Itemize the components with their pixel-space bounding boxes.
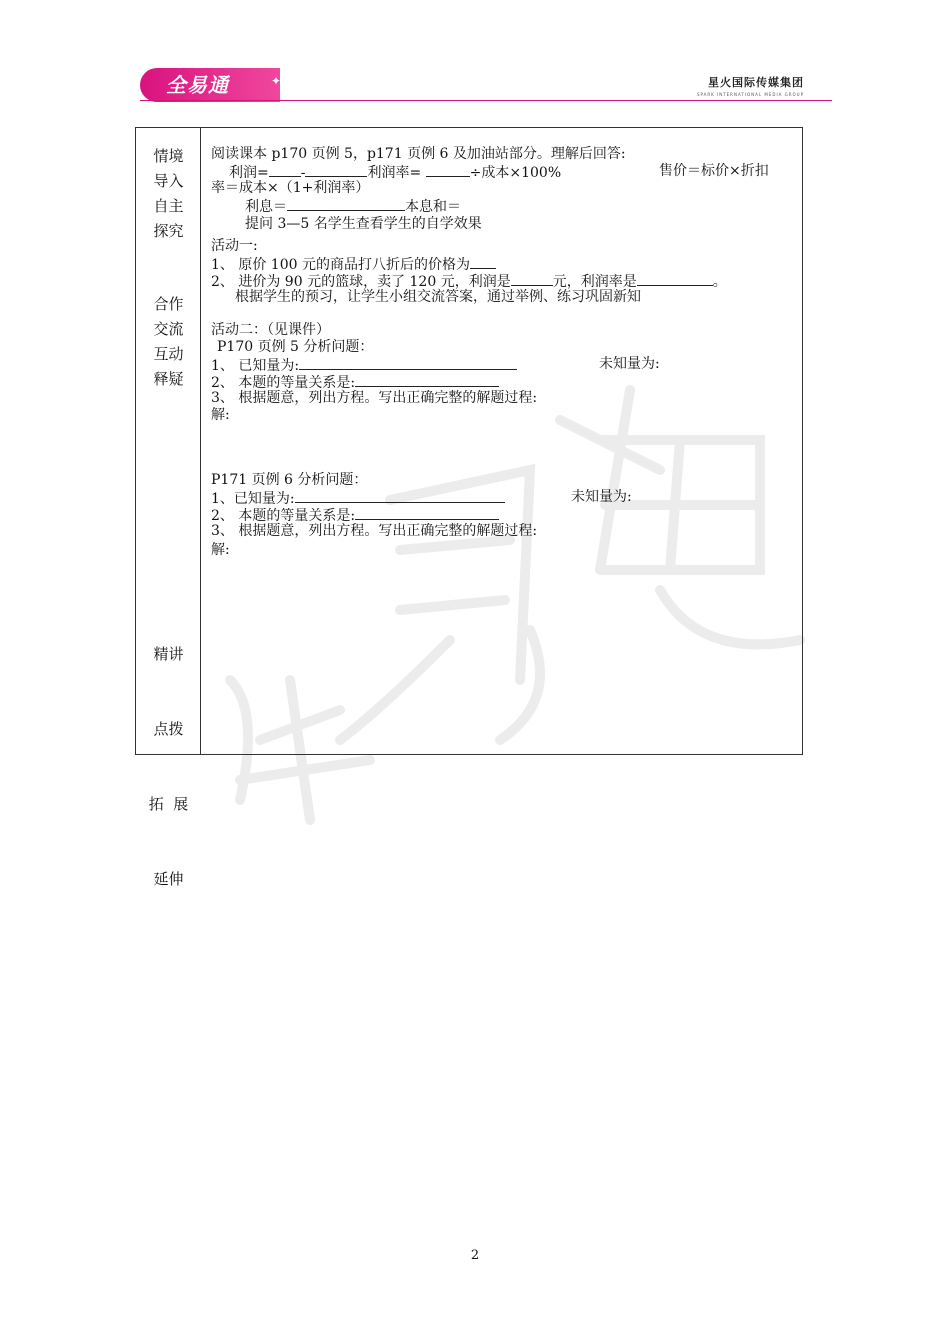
selling-price-formula: 售价＝标价×折扣 [659, 163, 769, 179]
question-text: 2、 本题的等量关系是: [211, 375, 356, 391]
answer-blank[interactable] [637, 272, 713, 286]
stage-column [136, 128, 201, 888]
principal-interest-label: 本息和＝ [405, 199, 461, 215]
publisher-subtitle: SPARK INTERNATIONAL MEDIA GROUP [696, 92, 804, 97]
answer-blank[interactable] [511, 272, 553, 286]
minus-sign: - [300, 165, 306, 181]
answer-blank[interactable] [305, 163, 367, 177]
stage-label: 情境 [153, 147, 184, 165]
answer-blank[interactable] [355, 506, 499, 520]
interest-formula [245, 197, 461, 216]
example6-equation: 3、 根据题意，列出方程。写出正确完整的解题过程: [211, 523, 538, 539]
answer-blank[interactable] [470, 255, 496, 269]
question-text: 1、 原价 100 元的商品打八折后的价格为 [211, 257, 470, 273]
logo-text: 全易通 [166, 73, 229, 97]
profit-rate-label: 利润率= [367, 165, 422, 181]
stage-label: 互动 [153, 345, 184, 363]
selling-price-formula-cont: 率＝成本×（1+利润率） [211, 180, 370, 196]
stage-extension [136, 592, 201, 942]
question-text: 。 [712, 274, 727, 290]
stage-collaboration [136, 292, 201, 392]
lesson-table [135, 127, 803, 888]
page-number: 2 [470, 1248, 480, 1263]
question-text: 2、 本题的等量关系是: [211, 508, 356, 524]
stage-label: 导入 [153, 172, 184, 190]
stage-label: 点拨 [153, 720, 184, 738]
answer-blank[interactable] [269, 163, 301, 177]
question-text: 元，利润率是 [552, 274, 637, 290]
answer-blank[interactable] [295, 489, 505, 503]
profit-label: 利润= [229, 165, 269, 181]
stage-label: 合作 [153, 295, 184, 313]
answer-blank[interactable] [299, 356, 517, 370]
publisher-name: 星火国际传媒集团 [708, 76, 804, 89]
reading-instruction: 阅读课本 p170 页例 5，p171 页例 6 及加油站部分。理解后回答: [211, 146, 626, 162]
stage-label: 释疑 [153, 370, 184, 388]
header-divider [140, 100, 832, 101]
stage-label: 自主 [153, 197, 184, 215]
stage-label: 探究 [153, 222, 184, 240]
answer-blank[interactable] [426, 163, 470, 177]
stage-intro [136, 144, 201, 244]
profit-rate-formula: ÷成本×100% [469, 165, 562, 181]
stage-label: 延伸 [153, 870, 184, 888]
question-text: 2、 进价为 90 元的篮球，卖了 120 元，利润是 [211, 274, 511, 290]
question-text: 1、已知量为: [211, 491, 295, 507]
publisher-brand [697, 74, 804, 97]
unknown-label: 未知量为: [599, 356, 660, 372]
stage-label: 拓 展 [148, 795, 189, 813]
answer-blank[interactable] [287, 197, 405, 211]
question-text: 1、 已知量为: [211, 358, 300, 374]
unknown-label: 未知量为: [571, 489, 632, 505]
stage-label: 精讲 [153, 645, 184, 663]
activity-one-title: 活动一: [211, 238, 258, 254]
sparkle-icon: ✦ [270, 74, 282, 88]
interest-label: 利息＝ [245, 199, 287, 215]
brand-logo [140, 68, 280, 102]
example5-equation: 3、 根据题意，列出方程。写出正确完整的解题过程: [211, 390, 538, 406]
page-header [140, 64, 832, 104]
example5-title: P170 页例 5 分析问题： [217, 339, 374, 355]
question-check: 提问 3—5 名学生查看学生的自学效果 [245, 216, 482, 232]
group-discussion-note: 根据学生的预习，让学生小组交流答案，通过举例、练习巩固新知 [235, 289, 641, 305]
example5-solution: 解: [211, 407, 230, 423]
example6-title: P171 页例 6 分析问题： [211, 472, 368, 488]
example6-solution: 解: [211, 542, 230, 558]
activity-two-title: 活动二：（见课件） [211, 322, 330, 338]
answer-blank[interactable] [355, 373, 499, 387]
stage-label: 交流 [153, 320, 184, 338]
